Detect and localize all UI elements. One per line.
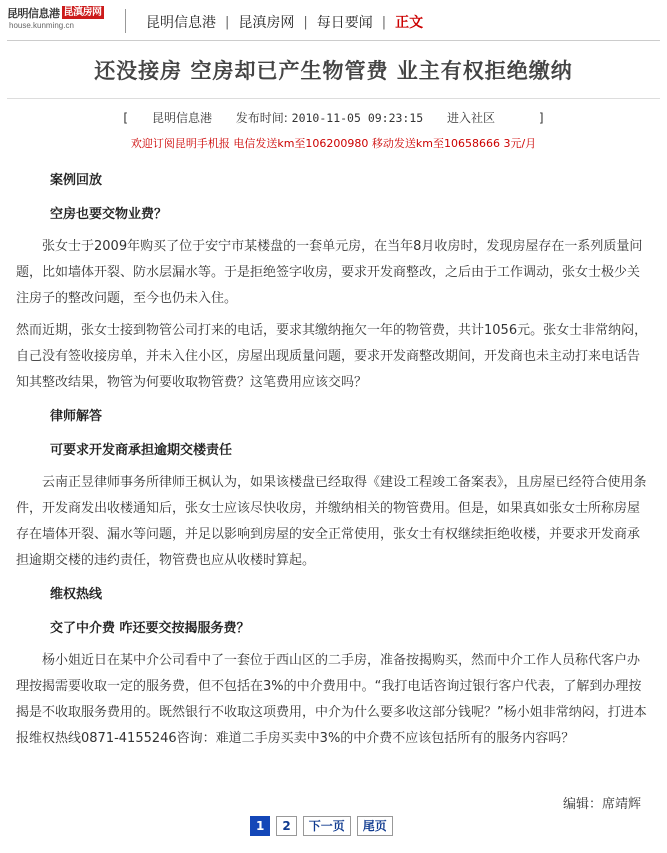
section-heading: 律师解答 [50, 409, 103, 424]
breadcrumb-separator: | [225, 14, 230, 30]
pagination [250, 816, 393, 836]
logo-url: house.kunming.cn [9, 21, 74, 30]
paragraph: 杨小姐近日在某中介公司看中了一套位于西山区的二手房，准备按揭购买，然而中介工作人员称代客户办理按揭需要收取一定的服务费，但不包括在3%的中介费用中。“我打电话咨询过银行客户代表，了解到办理按揭是不收取服务费用的。既然银行不收取这项费用，中介为什么要多收这部分钱呢？”杨小姐非常纳闷，打进本报维权热线0871-4155246咨询：难道二手房买卖中3%的中介费不应该包括所有的服务内容吗？ [16, 653, 647, 746]
site-logo[interactable] [7, 5, 115, 33]
article-source-link[interactable]: 昆明信息港 [151, 111, 212, 125]
site-header [0, 0, 667, 40]
breadcrumb [146, 12, 423, 32]
meta-bracket-close: ] [538, 111, 544, 125]
subscribe-banner[interactable]: 欢迎订阅昆明手机报 电信发送km至106200980 移动发送km至10658666 3元/月 [130, 137, 537, 150]
section-heading: 维权热线 [50, 587, 103, 602]
header-divider [125, 9, 126, 33]
next-page-button[interactable]: 下一页 [303, 816, 351, 836]
last-page-button[interactable]: 尾页 [357, 816, 393, 836]
breadcrumb-link-house[interactable]: 昆滇房网 [238, 15, 295, 31]
publish-time: 2010-11-05 09:23:15 [291, 111, 424, 125]
breadcrumb-separator: | [381, 14, 387, 30]
breadcrumb-current: 正文 [395, 15, 424, 31]
breadcrumb-link-home[interactable]: 昆明信息港 [146, 15, 216, 31]
page-2-button[interactable]: 2 [276, 816, 296, 836]
article-body [16, 166, 651, 758]
page-1-button[interactable]: 1 [250, 816, 270, 836]
title-rule [7, 98, 660, 99]
sub-heading: 空房也要交物业费？ [50, 207, 168, 222]
publish-time-label: 发布时间: [235, 111, 288, 125]
paragraph: 然而近期，张女士接到物管公司打来的电话，要求其缴纳拖欠一年的物管费，共计1056元。张女士非常纳闷，自己没有签收接房单，并未入住小区，房屋出现质量问题，要求开发商整改期间，开发商也未主动打来电话告知其整改结果，物管为何要收取物管费？这笔费用应该交吗？ [16, 323, 648, 390]
sub-heading: 可要求开发商承担逾期交楼责任 [50, 443, 233, 458]
article-meta [0, 109, 667, 126]
community-link[interactable]: 进入社区 [447, 111, 496, 125]
logo-name: 昆明信息港 [7, 6, 60, 20]
paragraph: 张女士于2009年购买了位于安宁市某楼盘的一套单元房，在当年8月收房时，发现房屋存在一系列质量问题，比如墙体开裂、防水层漏水等。于是拒绝签字收房，要求开发商整改，之后由于工作调动，张女士极少关注房子的整改问题，至今也仍未入住。 [16, 239, 643, 306]
paragraph: 云南正昱律师事务所律师王枫认为，如果该楼盘已经取得《建设工程竣工备案表》，且房屋已经符合使用条件，开发商发出收楼通知后，张女士应该尽快收房，并缴纳相关的物管费用。但是，如果真如张女士所称房屋存在墙体开裂、漏水等问题，并足以影响到房屋的安全正常使用，张女士有权继续拒绝收楼，并要求开发商承担逾期交楼的违约责任，物管费也应从收楼时算起。 [16, 475, 647, 568]
logo-badge: 昆滇房网 [63, 7, 102, 18]
editor-credit: 编辑：席靖辉 [563, 797, 642, 812]
article-title: 还没接房 空房却已产生物管费 业主有权拒绝缴纳 [94, 58, 573, 83]
meta-bracket-open: [ [123, 111, 129, 125]
breadcrumb-link-news[interactable]: 每日要闻 [316, 15, 373, 31]
header-rule [7, 40, 660, 41]
section-heading: 案例回放 [50, 173, 103, 188]
sub-heading: 交了中介费 咋还要交按揭服务费？ [50, 621, 250, 636]
breadcrumb-separator: | [303, 14, 308, 30]
